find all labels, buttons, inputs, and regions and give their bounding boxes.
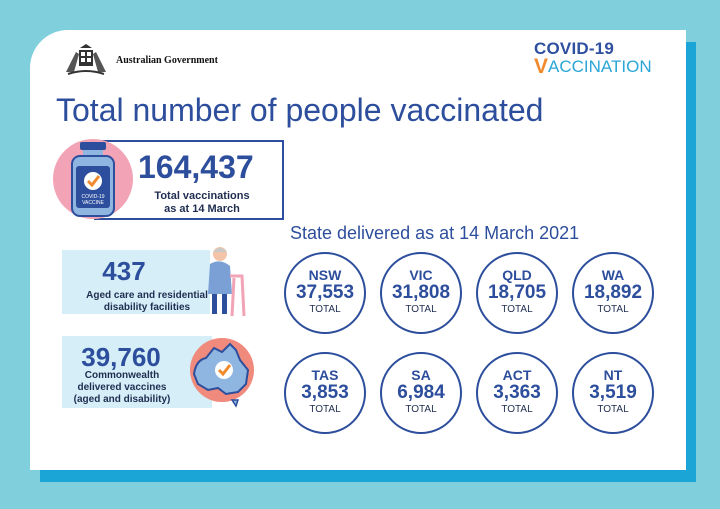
commonwealth-value: 39,760 bbox=[81, 342, 161, 372]
state-name: VIC bbox=[409, 267, 433, 283]
state-total-label: TOTAL bbox=[309, 304, 341, 315]
vial-label-line2: VACCINE bbox=[82, 200, 104, 206]
state-circle-sa bbox=[380, 352, 462, 434]
state-value: 18,705 bbox=[487, 282, 547, 303]
vaccine-vial-illustration bbox=[50, 136, 136, 227]
state-total-label: TOTAL bbox=[501, 304, 533, 315]
state-name: SA bbox=[411, 367, 431, 383]
state-name: NSW bbox=[308, 267, 342, 283]
state-circle-act bbox=[476, 352, 558, 434]
logo-vaccination-rest: ACCINATION bbox=[548, 57, 652, 76]
total-label-line2: as at 14 March bbox=[164, 203, 240, 215]
state-total-label: TOTAL bbox=[405, 404, 437, 415]
state-total-label: TOTAL bbox=[309, 404, 341, 415]
commonwealth-label bbox=[62, 370, 182, 406]
state-name: QLD bbox=[502, 267, 532, 283]
aged-care-label bbox=[62, 290, 232, 314]
state-value: 18,892 bbox=[583, 282, 643, 303]
commonwealth-label-line2: delivered vaccines bbox=[77, 382, 167, 393]
state-value: 3,853 bbox=[301, 382, 349, 403]
state-value: 3,519 bbox=[589, 382, 637, 403]
covid-vaccination-logo bbox=[534, 40, 652, 76]
states-heading: State delivered as at 14 March 2021 bbox=[290, 223, 580, 243]
state-total-label: TOTAL bbox=[501, 404, 533, 415]
total-label-line1: Total vaccinations bbox=[154, 190, 250, 202]
state-circle-wa bbox=[572, 252, 654, 334]
government-name: Australian Government bbox=[116, 54, 218, 66]
state-name: NT bbox=[603, 367, 623, 383]
logo-covid19: COVID-19 bbox=[534, 39, 615, 58]
logo-vaccination bbox=[534, 57, 652, 76]
state-value: 31,808 bbox=[391, 282, 451, 303]
state-circle-tas bbox=[284, 352, 366, 434]
commonwealth-label-line1: Commonwealth bbox=[84, 370, 160, 381]
aged-care-label-line1: Aged care and residential bbox=[86, 290, 208, 301]
state-circle-qld bbox=[476, 252, 558, 334]
commonwealth-label-line3: (aged and disability) bbox=[73, 394, 171, 405]
state-name: WA bbox=[601, 267, 625, 283]
state-circle-nt bbox=[572, 352, 654, 434]
page-title: Total number of people vaccinated bbox=[56, 92, 544, 128]
state-value: 3,363 bbox=[493, 382, 541, 403]
state-total-label: TOTAL bbox=[405, 304, 437, 315]
aged-care-value: 437 bbox=[102, 256, 146, 286]
australia-map-icon bbox=[186, 330, 260, 414]
vaccine-vial-icon bbox=[50, 136, 136, 222]
coat-of-arms-icon bbox=[62, 42, 110, 78]
state-circle-vic bbox=[380, 252, 462, 334]
total-vaccinations-value: 164,437 bbox=[138, 149, 254, 185]
state-value: 37,553 bbox=[295, 282, 355, 303]
total-vaccinations-label bbox=[138, 190, 266, 216]
state-total-label: TOTAL bbox=[597, 404, 629, 415]
state-circle-nsw bbox=[284, 252, 366, 334]
logo-v-tick: V bbox=[534, 55, 549, 78]
state-name: TAS bbox=[311, 367, 339, 383]
state-name: ACT bbox=[502, 367, 532, 383]
state-total-label: TOTAL bbox=[597, 304, 629, 315]
vial-label-line1: COVID-19 bbox=[81, 194, 105, 200]
government-branding bbox=[62, 42, 218, 78]
aged-care-label-line2: disability facilities bbox=[103, 302, 191, 313]
state-value: 6,984 bbox=[397, 382, 445, 403]
